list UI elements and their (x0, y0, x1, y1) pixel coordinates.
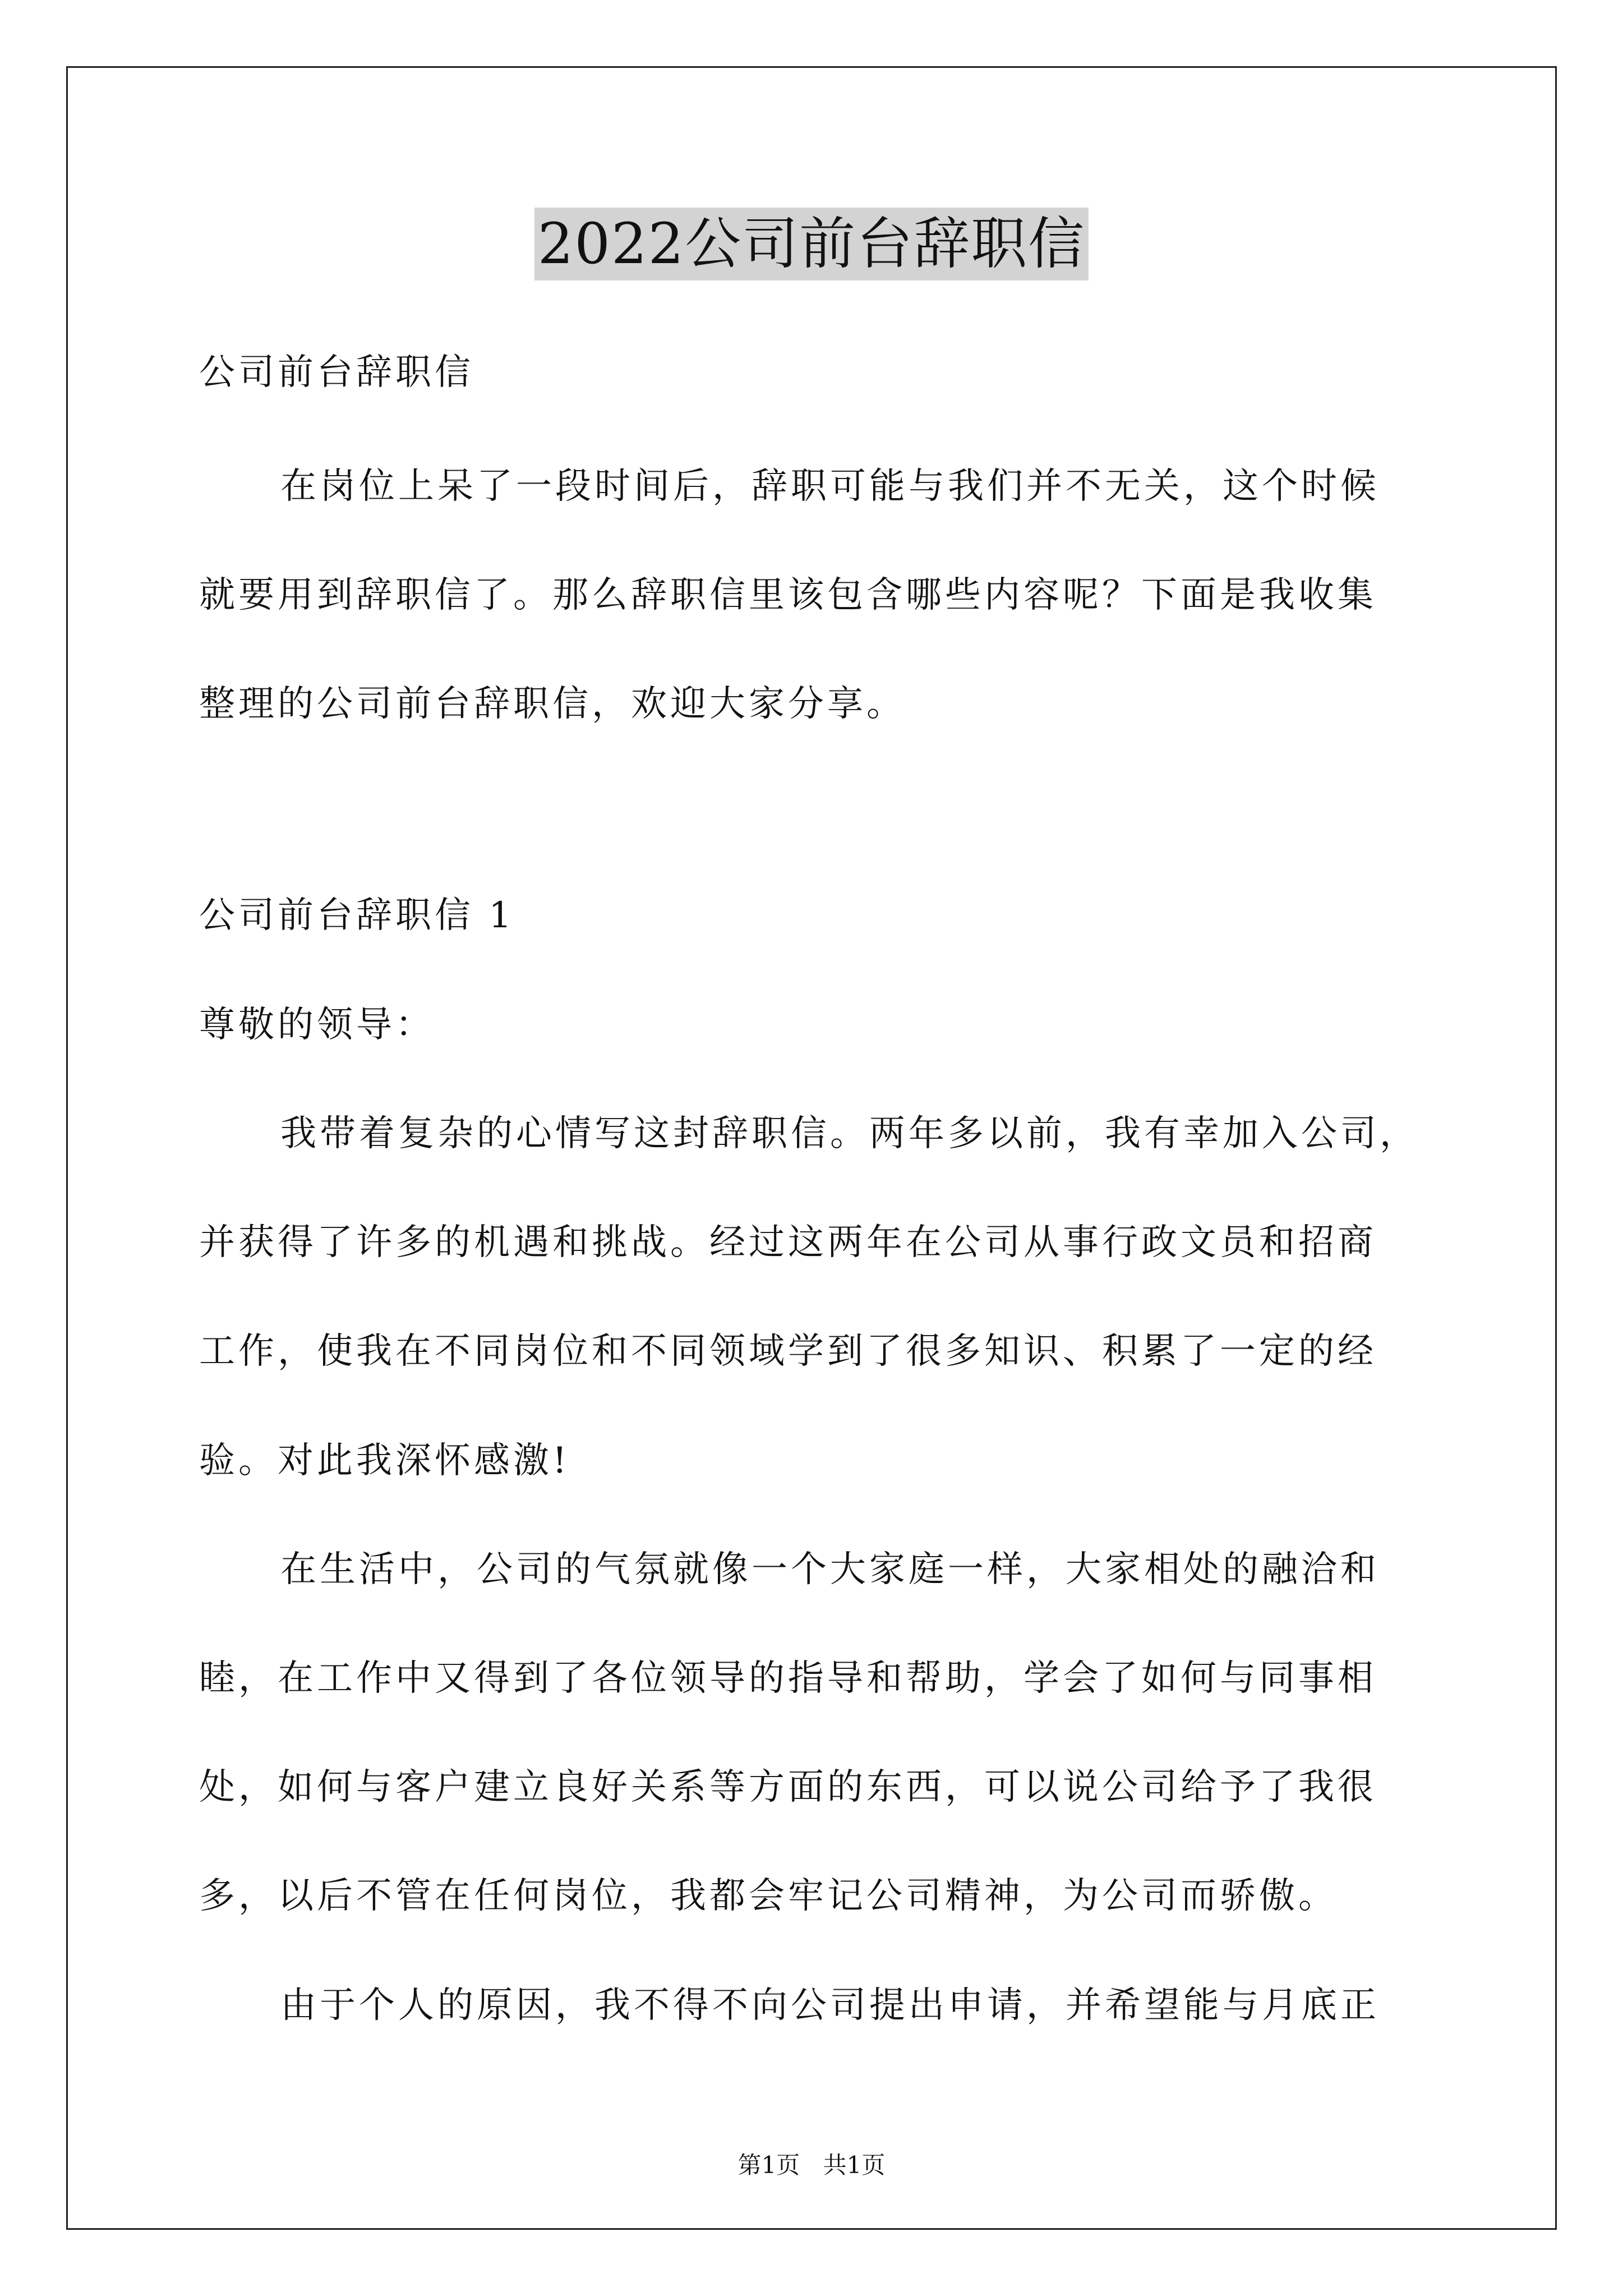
paragraph-line: 验。对此我深怀感激! (199, 1440, 570, 1481)
paragraph-line: 由于个人的原因，我不得不向公司提出申请，并希望能与月底正 (280, 1985, 1380, 2026)
salutation: 尊敬的领导： (199, 1004, 435, 1046)
subtitle: 公司前台辞职信 (199, 352, 474, 393)
paragraph-line: 在生活中，公司的气氛就像一个大家庭一样，大家相处的融洽和 (280, 1549, 1380, 1590)
page-number: 第1页 (737, 2151, 800, 2179)
document-title: 2022公司前台辞职信 (534, 208, 1089, 280)
title-wrapper (0, 208, 1623, 280)
paragraph-line: 并获得了许多的机遇和挑战。经过这两年在公司从事行政文员和招商 (199, 1222, 1377, 1263)
section-heading: 公司前台辞职信 1 (199, 895, 515, 936)
page-total: 共1页 (823, 2151, 886, 2179)
page-footer (0, 2148, 1623, 2182)
paragraph-line: 整理的公司前台辞职信，欢迎大家分享。 (199, 683, 906, 725)
paragraph-line: 睦，在工作中又得到了各位领导的指导和帮助，学会了如何与同事相 (199, 1658, 1377, 1699)
paragraph-line: 在岗位上呆了一段时间后，辞职可能与我们并不无关，这个时候 (280, 466, 1380, 507)
paragraph-line: 工作，使我在不同岗位和不同领域学到了很多知识、积累了一定的经 (199, 1331, 1377, 1372)
paragraph-line: 多，以后不管在任何岗位，我都会牢记公司精神，为公司而骄傲。 (199, 1875, 1338, 1917)
paragraph-line: 就要用到辞职信了。那么辞职信里该包含哪些内容呢？下面是我收集 (199, 574, 1377, 616)
paragraph-line: 处，如何与客户建立良好关系等方面的东西，可以说公司给予了我很 (199, 1766, 1377, 1808)
paragraph-line: 我带着复杂的心情写这封辞职信。两年多以前，我有幸加入公司， (280, 1113, 1419, 1154)
